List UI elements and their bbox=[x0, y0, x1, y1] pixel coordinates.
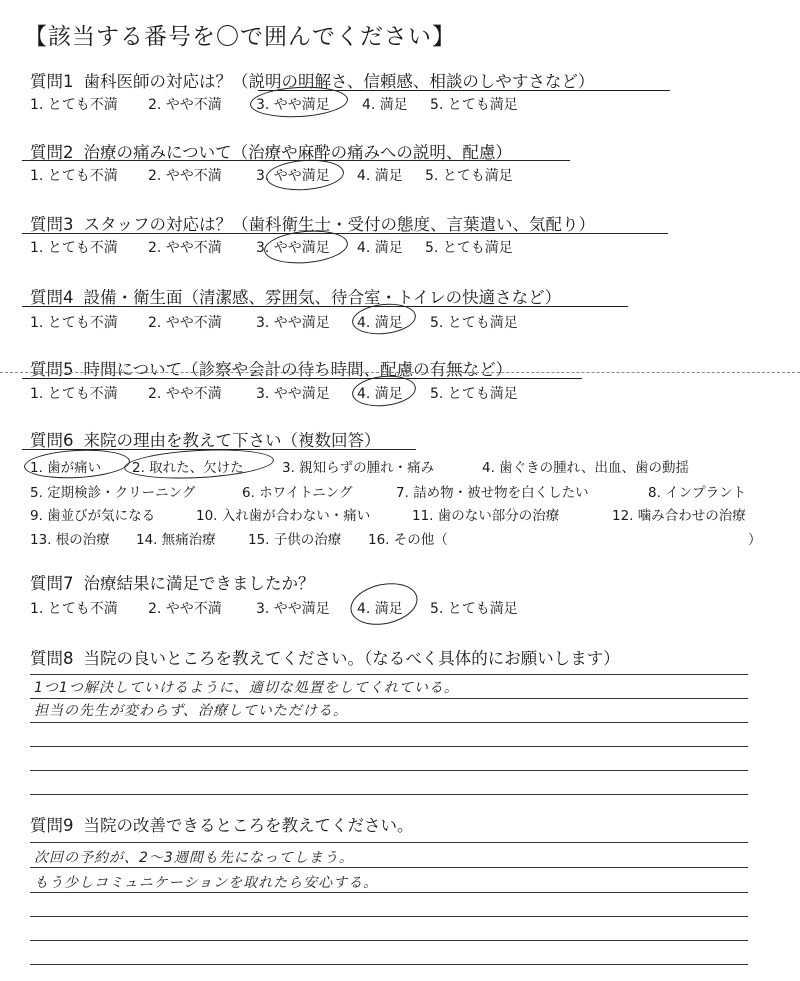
question-number: 質問3 bbox=[30, 215, 74, 234]
page-title: 【該当する番号を〇で囲んでください】 bbox=[24, 24, 456, 50]
answer-line bbox=[30, 964, 748, 965]
question-number: 質問9 bbox=[30, 816, 74, 835]
question-number: 質問5 bbox=[30, 360, 74, 379]
answer-line bbox=[30, 867, 748, 868]
question-5-title bbox=[30, 356, 512, 380]
option-2[interactable]: 2. やや不満 bbox=[148, 315, 222, 331]
q9-answer-2: もう少しコミュニケーションを取れたら安心する。 bbox=[34, 875, 379, 891]
option-3[interactable]: 3. やや満足 bbox=[256, 601, 330, 617]
question-number: 質問2 bbox=[30, 143, 74, 162]
reason-7[interactable]: 7. 詰め物・被せ物を白くしたい bbox=[396, 485, 589, 501]
scan-fold-line bbox=[0, 372, 800, 373]
option-3[interactable]: 3. やや満足 bbox=[256, 240, 330, 256]
option-5[interactable]: 5. とても満足 bbox=[425, 168, 513, 184]
option-1[interactable]: 1. とても不満 bbox=[30, 315, 118, 331]
underline bbox=[22, 306, 628, 307]
reason-12[interactable]: 12. 噛み合わせの治療 bbox=[612, 508, 746, 524]
reason-10[interactable]: 10. 入れ歯が合わない・痛い bbox=[196, 508, 371, 524]
question-6-title bbox=[30, 427, 381, 451]
question-number: 質問8 bbox=[30, 649, 74, 668]
question-text: 治療結果に満足できましたか？ bbox=[83, 574, 315, 593]
option-4[interactable]: 4. 満足 bbox=[357, 240, 403, 256]
question-text: スタッフの対応は？（歯科衛生士・受付の態度、言葉遣い、気配り） bbox=[83, 215, 595, 234]
answer-line bbox=[30, 794, 748, 795]
option-4[interactable]: 4. 満足 bbox=[357, 386, 403, 402]
underline bbox=[22, 160, 570, 161]
reason-15[interactable]: 15. 子供の治療 bbox=[248, 532, 342, 548]
reason-16-close: ） bbox=[748, 532, 762, 548]
reason-13[interactable]: 13. 根の治療 bbox=[30, 532, 110, 548]
question-number: 質問6 bbox=[30, 431, 74, 450]
option-5[interactable]: 5. とても満足 bbox=[425, 240, 513, 256]
underline bbox=[22, 378, 582, 379]
question-3-title bbox=[30, 211, 595, 235]
option-5[interactable]: 5. とても満足 bbox=[430, 601, 518, 617]
option-5[interactable]: 5. とても満足 bbox=[430, 97, 518, 113]
underline bbox=[22, 449, 416, 450]
option-3[interactable]: 3. やや満足 bbox=[256, 315, 330, 331]
option-5[interactable]: 5. とても満足 bbox=[430, 315, 518, 331]
option-2[interactable]: 2. やや不満 bbox=[148, 386, 222, 402]
question-text: 時間について（診察や会計の待ち時間、配慮の有無など） bbox=[83, 360, 513, 379]
answer-line bbox=[30, 892, 748, 893]
question-number: 質問7 bbox=[30, 574, 74, 593]
question-9-title bbox=[30, 812, 414, 836]
reason-16[interactable]: 16. その他（ bbox=[368, 532, 448, 548]
option-4[interactable]: 4. 満足 bbox=[357, 168, 403, 184]
question-4-title bbox=[30, 284, 561, 308]
answer-line bbox=[30, 698, 748, 699]
option-1[interactable]: 1. とても不満 bbox=[30, 168, 118, 184]
option-4[interactable]: 4. 満足 bbox=[357, 315, 403, 331]
option-4[interactable]: 4. 満足 bbox=[362, 97, 408, 113]
q9-answer-1: 次回の予約が、2〜3週間も先になってしまう。 bbox=[34, 850, 354, 866]
reason-14[interactable]: 14. 無痛治療 bbox=[136, 532, 216, 548]
answer-line bbox=[30, 746, 748, 747]
question-number: 質問1 bbox=[30, 72, 74, 91]
question-8-title bbox=[30, 645, 620, 669]
reason-2[interactable]: 2. 取れた、欠けた bbox=[132, 460, 244, 476]
question-7-title bbox=[30, 570, 315, 594]
option-3[interactable]: 3. やや満足 bbox=[256, 97, 330, 113]
option-2[interactable]: 2. やや不満 bbox=[148, 240, 222, 256]
option-2[interactable]: 2. やや不満 bbox=[148, 601, 222, 617]
reason-6[interactable]: 6. ホワイトニング bbox=[242, 485, 353, 501]
option-5[interactable]: 5. とても満足 bbox=[430, 386, 518, 402]
reason-8[interactable]: 8. インプラント bbox=[648, 485, 747, 501]
question-number: 質問4 bbox=[30, 288, 74, 307]
underline bbox=[258, 90, 670, 91]
answer-line bbox=[30, 916, 748, 917]
reason-1[interactable]: 1. 歯が痛い bbox=[30, 460, 102, 476]
option-1[interactable]: 1. とても不満 bbox=[30, 601, 118, 617]
question-text: 設備・衛生面（清潔感、雰囲気、待合室・トイレの快適さなど） bbox=[83, 288, 562, 307]
question-text: 歯科医師の対応は？（説明の明解さ、信頼感、相談のしやすさなど） bbox=[83, 72, 595, 91]
answer-line bbox=[30, 722, 748, 723]
answer-line bbox=[30, 842, 748, 843]
reason-11[interactable]: 11. 歯のない部分の治療 bbox=[412, 508, 560, 524]
option-1[interactable]: 1. とても不満 bbox=[30, 97, 118, 113]
question-1-title bbox=[30, 68, 594, 92]
q8-answer-2: 担当の先生が変わらず、治療していただける。 bbox=[34, 703, 348, 719]
question-text: 治療の痛みについて（治療や麻酔の痛みへの説明、配慮） bbox=[83, 143, 512, 162]
q8-answer-1: 1つ1つ解決していけるように、適切な処置をしてくれている。 bbox=[34, 680, 459, 696]
option-4[interactable]: 4. 満足 bbox=[357, 601, 403, 617]
reason-5[interactable]: 5. 定期検診・クリーニング bbox=[30, 485, 196, 501]
underline bbox=[22, 233, 668, 234]
option-2[interactable]: 2. やや不満 bbox=[148, 168, 222, 184]
question-text: 当院の改善できるところを教えてください。 bbox=[83, 816, 414, 835]
reason-4[interactable]: 4. 歯ぐきの腫れ、出血、歯の動揺 bbox=[482, 460, 689, 476]
option-3[interactable]: 3. やや満足 bbox=[256, 386, 330, 402]
question-text: 来院の理由を教えて下さい（複数回答） bbox=[83, 431, 381, 450]
answer-line bbox=[30, 770, 748, 771]
reason-3[interactable]: 3. 親知らずの腫れ・痛み bbox=[282, 460, 435, 476]
question-text: 当院の良いところを教えてください。（なるべく具体的にお願いします） bbox=[83, 649, 620, 668]
answer-line bbox=[30, 674, 748, 675]
option-1[interactable]: 1. とても不満 bbox=[30, 386, 118, 402]
reason-9[interactable]: 9. 歯並びが気になる bbox=[30, 508, 156, 524]
answer-line bbox=[30, 940, 748, 941]
option-3[interactable]: 3. やや満足 bbox=[256, 168, 330, 184]
option-2[interactable]: 2. やや不満 bbox=[148, 97, 222, 113]
option-1[interactable]: 1. とても不満 bbox=[30, 240, 118, 256]
